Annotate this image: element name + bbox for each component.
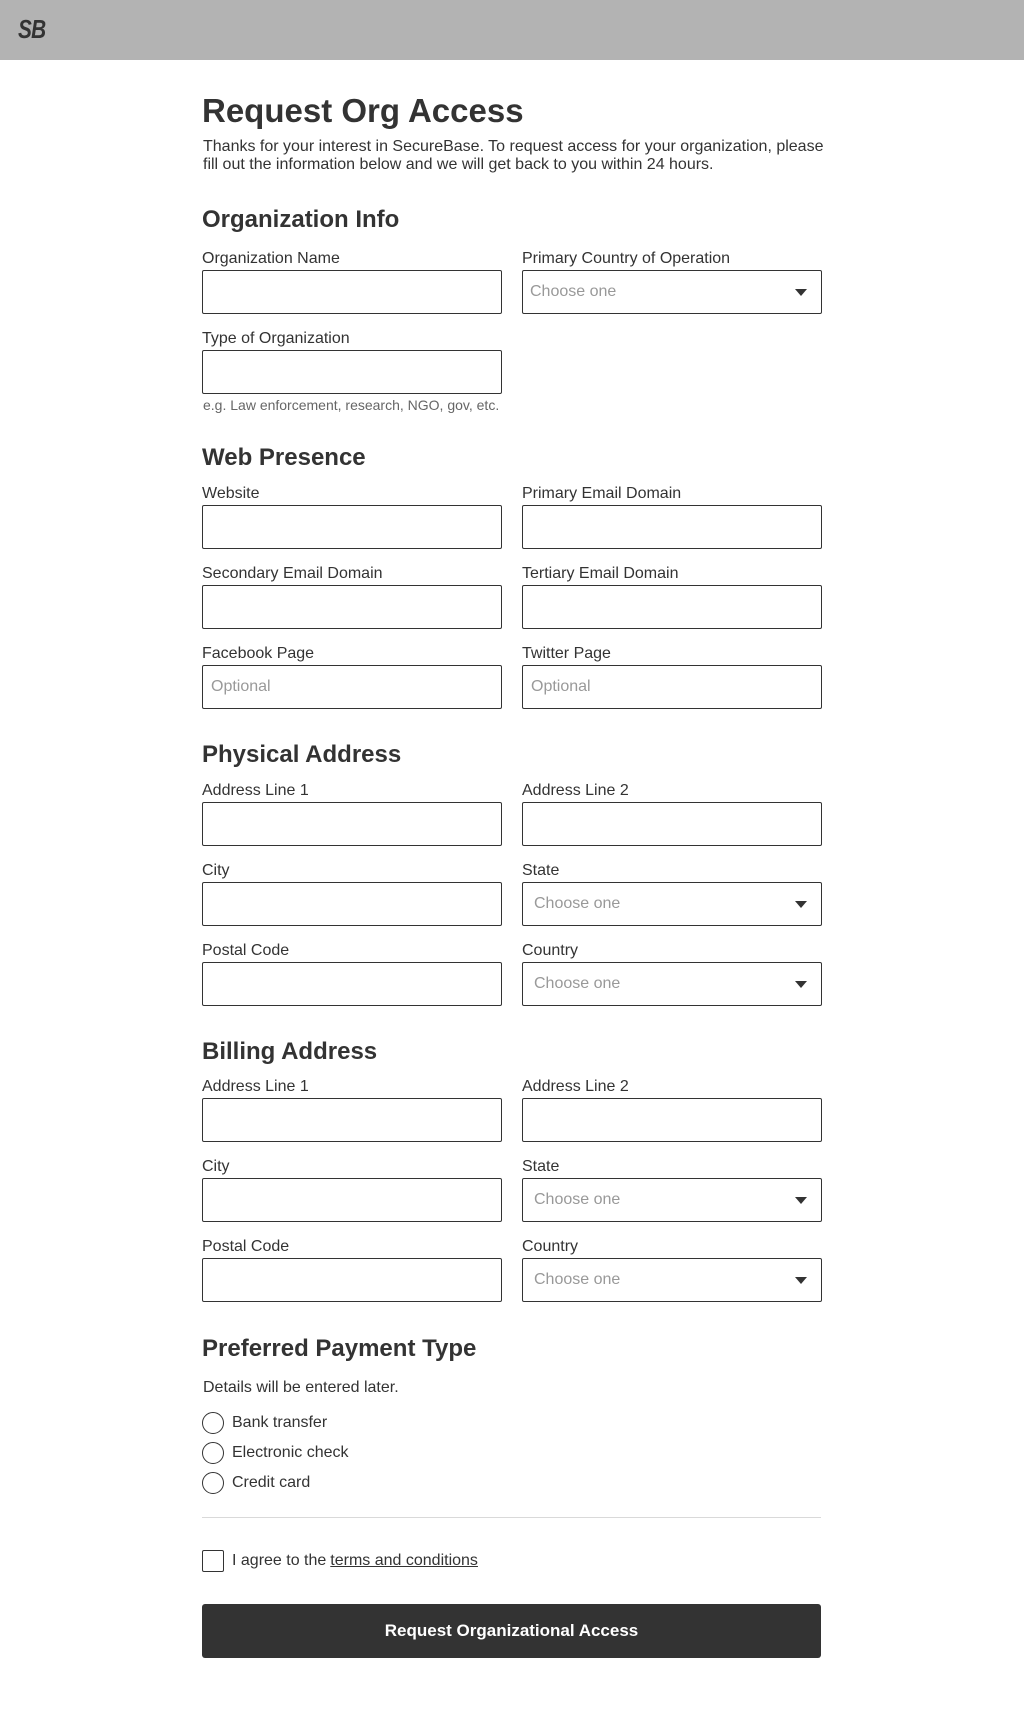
billing-city-input[interactable] <box>203 1179 501 1221</box>
page-title: Request Org Access <box>202 92 524 129</box>
payment-option-bank-transfer[interactable] <box>202 1412 327 1434</box>
org-type-input[interactable] <box>203 351 501 393</box>
billing-line1-input[interactable] <box>203 1099 501 1141</box>
website-input[interactable] <box>203 506 501 548</box>
payment-option-electronic-check[interactable] <box>202 1442 349 1464</box>
physical-country-value: Choose one <box>534 975 621 992</box>
website-field <box>202 505 502 549</box>
facebook-input[interactable] <box>203 666 501 708</box>
billing-line1-field <box>202 1098 502 1142</box>
tertiary-email-field <box>522 585 822 629</box>
primary-country-value: Choose one <box>530 283 617 300</box>
billing-country-value: Choose one <box>534 1271 621 1288</box>
twitter-field <box>522 665 822 709</box>
chevron-down-icon <box>795 289 807 296</box>
radio-button[interactable] <box>202 1472 224 1494</box>
billing-line2-input[interactable] <box>523 1099 821 1141</box>
org-type-field <box>202 350 502 394</box>
section-title-payment-type: Preferred Payment Type <box>202 1335 477 1362</box>
facebook-field <box>202 665 502 709</box>
chevron-down-icon <box>795 901 807 908</box>
billing-country-label: Country <box>522 1238 579 1255</box>
physical-country-select[interactable] <box>522 962 822 1006</box>
org-name-field <box>202 270 502 314</box>
section-title-web-presence: Web Presence <box>202 444 366 471</box>
chevron-down-icon <box>795 981 807 988</box>
physical-city-field <box>202 882 502 926</box>
payment-option-label: Credit card <box>232 1474 311 1491</box>
section-title-organization-info: Organization Info <box>202 206 400 233</box>
website-label: Website <box>202 485 260 502</box>
physical-state-select[interactable] <box>522 882 822 926</box>
physical-country-label: Country <box>522 942 579 959</box>
chevron-down-icon <box>795 1197 807 1204</box>
billing-line2-label: Address Line 2 <box>522 1078 629 1095</box>
radio-button[interactable] <box>202 1442 224 1464</box>
section-title-billing-address: Billing Address <box>202 1038 378 1065</box>
section-title-physical-address: Physical Address <box>202 741 402 768</box>
terms-link[interactable]: terms and conditions <box>330 1552 478 1569</box>
org-name-label: Organization Name <box>202 250 340 267</box>
secondary-email-field <box>202 585 502 629</box>
billing-state-select[interactable] <box>522 1178 822 1222</box>
physical-line2-input[interactable] <box>523 803 821 845</box>
physical-line1-label: Address Line 1 <box>202 782 309 799</box>
top-bar <box>0 0 1024 60</box>
payment-note: Details will be entered later. <box>203 1379 399 1396</box>
terms-prefix: I agree to the <box>232 1552 327 1569</box>
primary-email-field <box>522 505 822 549</box>
tertiary-email-label: Tertiary Email Domain <box>522 565 679 582</box>
chevron-down-icon <box>795 1277 807 1284</box>
billing-postal-label: Postal Code <box>202 1238 290 1255</box>
terms-agreement <box>202 1550 478 1572</box>
radio-button[interactable] <box>202 1412 224 1434</box>
primary-country-select[interactable] <box>522 270 822 314</box>
payment-option-credit-card[interactable] <box>202 1472 310 1494</box>
secondary-email-input[interactable] <box>203 586 501 628</box>
billing-state-value: Choose one <box>534 1191 621 1208</box>
tertiary-email-input[interactable] <box>523 586 821 628</box>
physical-line2-field <box>522 802 822 846</box>
physical-line1-field <box>202 802 502 846</box>
intro-text: Thanks for your interest in SecureBase. To request access for your organization, please fill out the information below and we will get back to you within 24 hours. <box>203 138 824 173</box>
request-access-button[interactable]: Request Organizational Access <box>202 1604 821 1658</box>
billing-line2-field <box>522 1098 822 1142</box>
physical-state-value: Choose one <box>534 895 621 912</box>
payment-option-label: Electronic check <box>232 1444 349 1461</box>
billing-country-select[interactable] <box>522 1258 822 1302</box>
twitter-label: Twitter Page <box>522 645 611 662</box>
org-name-input[interactable] <box>203 271 501 313</box>
terms-checkbox[interactable] <box>202 1550 224 1572</box>
org-type-label: Type of Organization <box>202 330 350 347</box>
physical-postal-field <box>202 962 502 1006</box>
billing-state-label: State <box>522 1158 560 1175</box>
billing-line1-label: Address Line 1 <box>202 1078 309 1095</box>
primary-email-label: Primary Email Domain <box>522 485 682 502</box>
securebase-logo[interactable]: SB <box>18 14 46 44</box>
payment-option-label: Bank transfer <box>232 1414 328 1431</box>
billing-city-label: City <box>202 1158 230 1175</box>
physical-state-label: State <box>522 862 560 879</box>
org-type-helper: e.g. Law enforcement, research, NGO, gov, etc. <box>203 397 500 413</box>
physical-postal-label: Postal Code <box>202 942 290 959</box>
divider <box>202 1517 821 1518</box>
physical-city-input[interactable] <box>203 883 501 925</box>
billing-postal-input[interactable] <box>203 1259 501 1301</box>
primary-country-label: Primary Country of Operation <box>522 250 731 267</box>
physical-postal-input[interactable] <box>203 963 501 1005</box>
primary-email-input[interactable] <box>523 506 821 548</box>
physical-city-label: City <box>202 862 230 879</box>
twitter-input[interactable] <box>523 666 821 708</box>
billing-city-field <box>202 1178 502 1222</box>
physical-line2-label: Address Line 2 <box>522 782 629 799</box>
billing-postal-field <box>202 1258 502 1302</box>
secondary-email-label: Secondary Email Domain <box>202 565 383 582</box>
facebook-label: Facebook Page <box>202 645 315 662</box>
physical-line1-input[interactable] <box>203 803 501 845</box>
